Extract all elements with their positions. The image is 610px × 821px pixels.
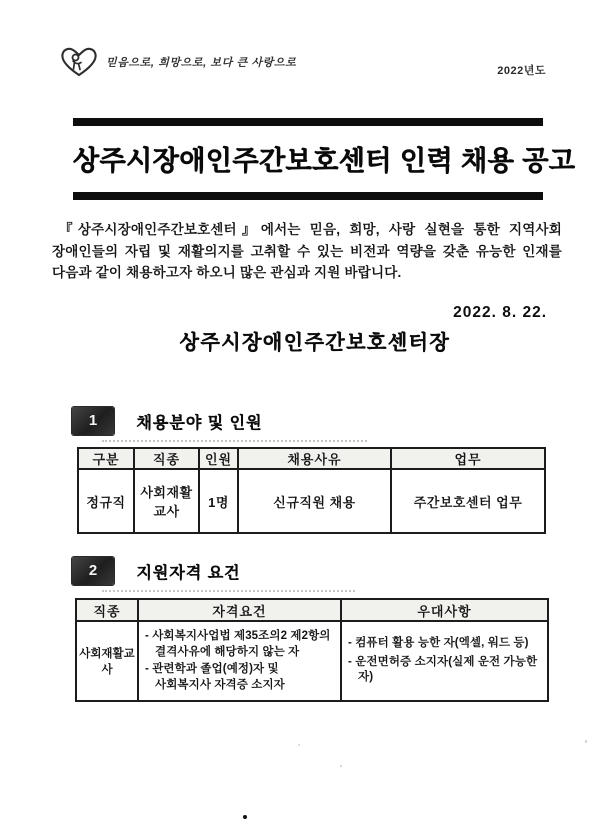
scan-speck [298, 744, 300, 746]
scan-speck [340, 765, 342, 767]
col-header-preferences: 우대사항 [341, 599, 548, 621]
section-2-header [72, 557, 241, 591]
banner-bottom-rule [73, 192, 543, 200]
requirement-item: - 관련학과 졸업(예정)자 및 사회복지사 자격증 소지자 [145, 663, 285, 691]
section-1-number-badge: 1 [72, 407, 114, 435]
announcement-date: 2022. 8. 22. [453, 304, 547, 321]
section-2-underline [102, 590, 355, 592]
header-brand [60, 46, 296, 78]
col-header-reason: 채용사유 [238, 448, 391, 469]
section-2-number-badge: 2 [72, 557, 114, 585]
section-1-title: 채용분야 및 인원 [136, 414, 263, 432]
scan-speck [243, 815, 247, 819]
notice-title: 상주시장애인주간보호센터 인력 채용 공고 [73, 146, 576, 176]
cell-duty: 주간보호센터 업무 [391, 469, 545, 533]
recruit-table-header-row [78, 448, 545, 469]
year-label: 2022년도 [497, 65, 546, 77]
section-1-underline [102, 440, 367, 442]
qualification-table-header-row [76, 599, 548, 621]
preference-item: - 컴퓨터 활용 능한 자(엑셀, 워드 등) [348, 637, 529, 650]
cell-reason: 신규직원 채용 [238, 469, 391, 533]
col-header-headcount: 인원 [199, 448, 238, 469]
col-header-category: 구분 [78, 448, 134, 469]
signer-title: 상주시장애인주간보호센터장 [179, 332, 451, 354]
cell-preferences [341, 621, 548, 701]
qualification-table [75, 598, 549, 702]
intro-paragraph: 『상주시장애인주간보호센터』에서는 믿음, 희망, 사랑 실현을 통한 지역사회 장애인들의 자립 및 재활의지를 고취할 수 있는 비전과 역량을 갖춘 유능한 인재를 다음과 같이 채용하고자 하오니 많은 관심과 지원 바랍니다. [52, 222, 562, 280]
banner-top-rule [73, 118, 543, 126]
cell-category: 정규직 [78, 469, 134, 533]
cell-headcount: 1명 [199, 469, 238, 533]
col-header-duty: 업무 [391, 448, 545, 469]
qualification-table-row [76, 621, 548, 701]
col-header-jobtype: 직종 [134, 448, 199, 469]
cell-requirements [138, 621, 341, 701]
section-1-header [72, 407, 263, 441]
recruit-table-row [78, 469, 545, 533]
section-2-title: 지원자격 요건 [136, 564, 241, 582]
cell-jobtype: 사회재활교사 [76, 621, 138, 701]
slogan-text: 믿음으로, 희망으로, 보다 큰 사랑으로 [106, 57, 297, 69]
heart-person-logo-icon [60, 46, 98, 78]
recruit-table [77, 447, 546, 534]
preference-item: - 운전면허증 소지자(실제 운전 가능한 자) [348, 655, 538, 684]
scan-speck [585, 740, 587, 743]
cell-jobtype: 사회재활교사 [134, 469, 199, 533]
col-header-requirements: 자격요건 [138, 599, 341, 621]
requirement-item: - 사회복지사업법 제35조의2 제2항의 결격사유에 해당하지 않는 자 [145, 630, 331, 658]
notice-title-banner [73, 118, 576, 200]
col-header-jobtype: 직종 [76, 599, 138, 621]
